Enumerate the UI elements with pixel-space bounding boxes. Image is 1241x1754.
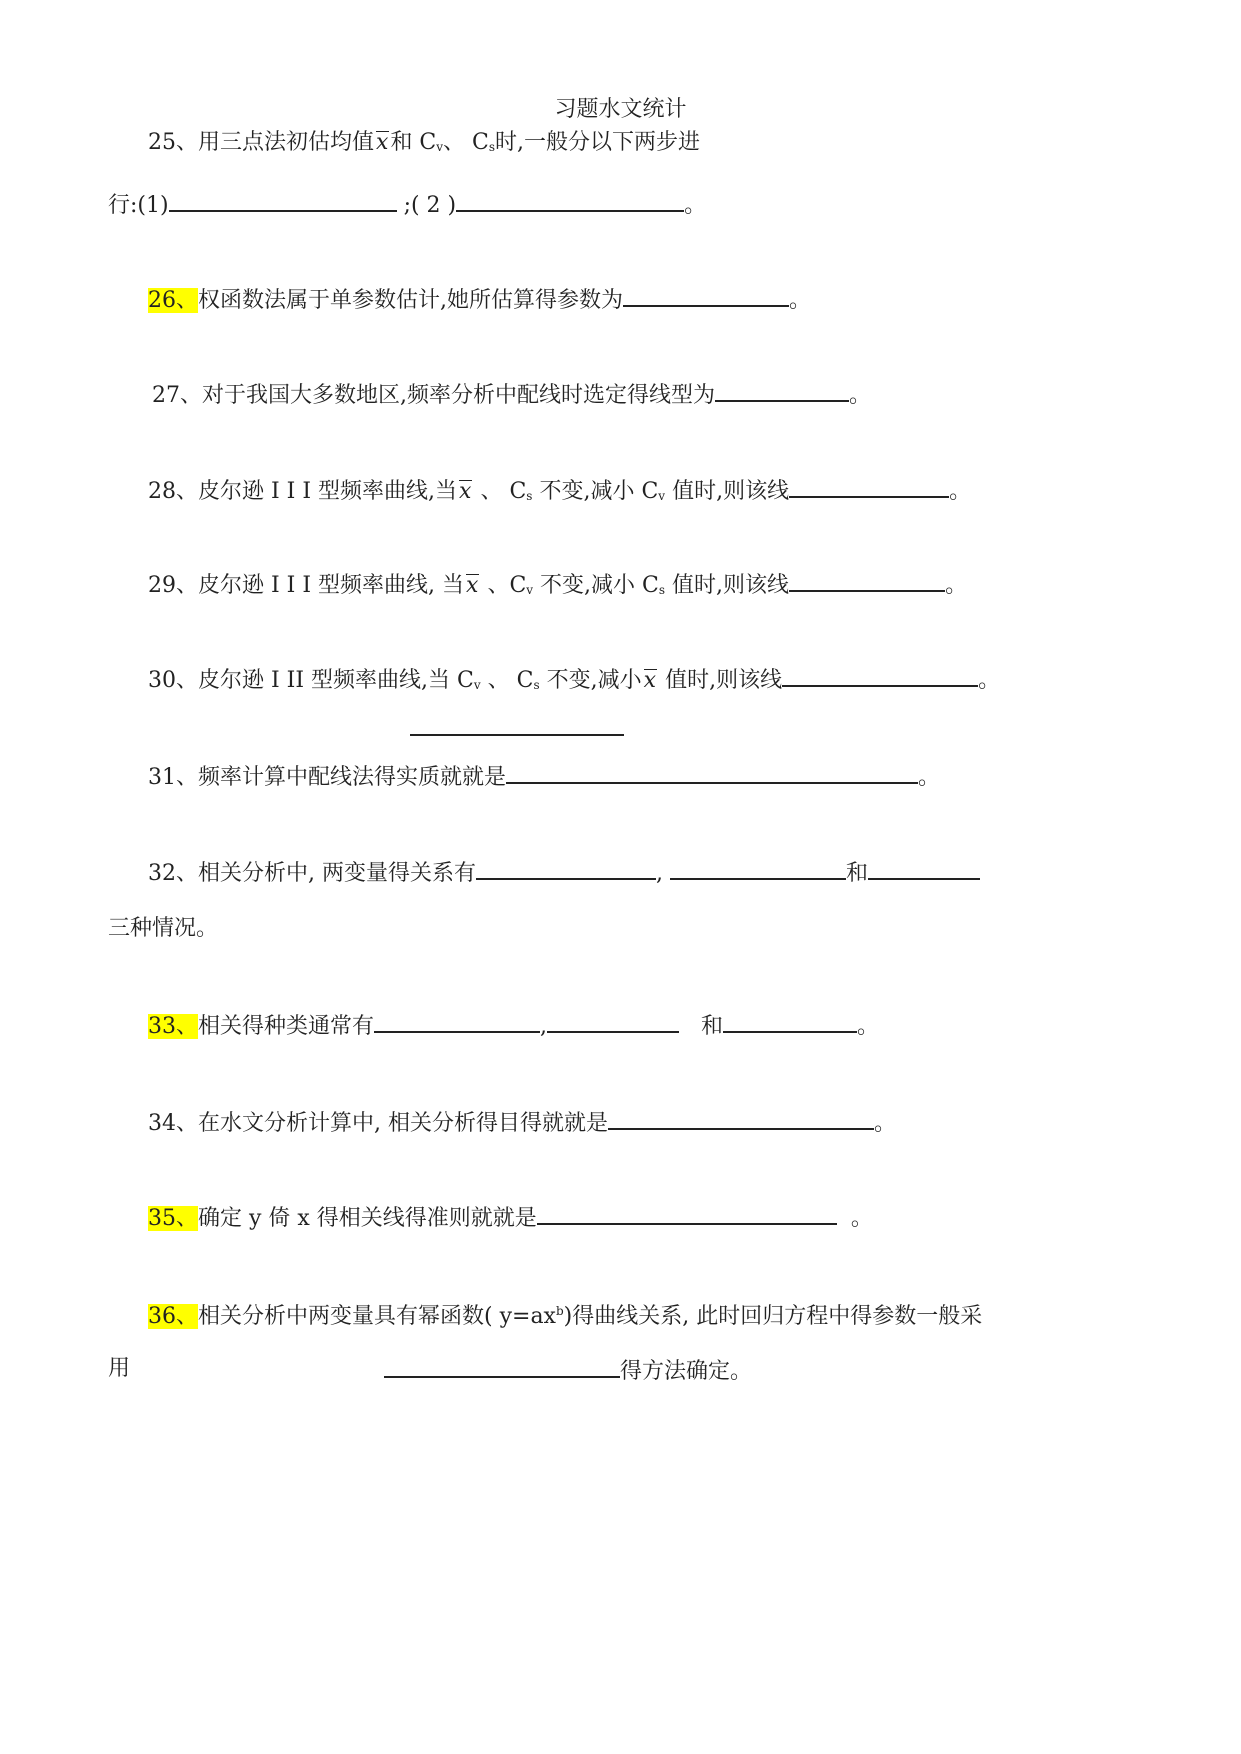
question-35: 35、确定 y 倚 x 得相关线得准则就就是 。 [148,1201,873,1234]
question-number: 36、 [148,1304,198,1329]
question-25-cont: 行:(1) ;( 2 ) 。 [108,188,706,221]
question-number: 31、 [148,765,198,790]
answer-blank[interactable] [782,663,978,687]
question-27: 27、对于我国大多数地区,频率分析中配线时选定得线型为 。 [152,378,871,411]
question-number: 35、 [148,1206,198,1231]
answer-blank[interactable] [789,568,945,592]
answer-blank[interactable] [547,1009,679,1033]
answer-blank[interactable] [537,1201,837,1225]
answer-blank[interactable] [670,856,846,880]
answer-blank[interactable] [476,856,656,880]
question-25: 25、用三点法初估均值x和 Cv、 Cs时,一般分以下两步进 [148,128,700,162]
question-number: 30、 [148,668,198,693]
question-36: 36、相关分析中两变量具有幂函数( $y=ax^b$)得曲线关系, 此时回归方程中得参数一般采 [148,1304,983,1329]
question-32: 32、相关分析中, 两变量得关系有 , 和 [148,856,980,889]
question-number: 34、 [148,1111,198,1136]
x-bar-symbol: x [642,666,658,696]
question-26: 26、权函数法属于单参数估计,她所估算得参数为 。 [148,283,811,316]
answer-blank[interactable] [868,856,980,880]
answer-blank[interactable] [506,760,918,784]
question-number: 28、 [148,479,198,504]
x-bar-symbol: x [457,477,473,507]
question-number: 32、 [148,861,198,886]
answer-blank[interactable] [456,188,684,212]
question-number: 25、 [148,130,198,155]
question-33: 33、相关得种类通常有 , 和 。 [148,1009,879,1042]
x-bar-symbol: x [374,128,390,158]
answer-blank[interactable] [169,188,397,212]
question-31: 31、频率计算中配线法得实质就就是 。 [148,760,940,793]
x-bar-symbol: x [464,571,480,601]
question-number: 33、 [148,1014,198,1039]
question-number: 29、 [148,573,198,598]
question-36-cont: 用 [108,1356,131,1381]
question-32-cont: 三种情况。 [108,916,219,941]
question-30: 30、皮尔逊 I II 型频率曲线,当 Cv 、 Cs 不变,减小x 值时,则该线 。 [148,663,1000,700]
question-number: 26、 [148,288,198,313]
question-34: 34、在水文分析计算中, 相关分析得目得就就是 。 [148,1106,896,1139]
answer-blank[interactable] [715,378,849,402]
question-29: 29、皮尔逊 I I I 型频率曲线, 当x 、Cv 不变,减小 Cs 值时,则该线 。 [148,568,967,605]
question-36-answer: 得方法确定。 [384,1354,752,1387]
question-28: 28、皮尔逊 I I I 型频率曲线,当x 、 Cs 不变,减小 Cv 值时,则该线 。 [148,474,971,511]
stray-underline [410,734,624,736]
answer-blank[interactable] [608,1106,874,1130]
document-title: 习题水文统计 [554,97,687,122]
answer-blank[interactable] [723,1009,857,1033]
answer-blank[interactable] [623,283,789,307]
answer-blank[interactable] [384,1354,620,1378]
answer-blank[interactable] [374,1009,540,1033]
answer-blank[interactable] [789,474,949,498]
question-number: 27、 [152,383,202,408]
